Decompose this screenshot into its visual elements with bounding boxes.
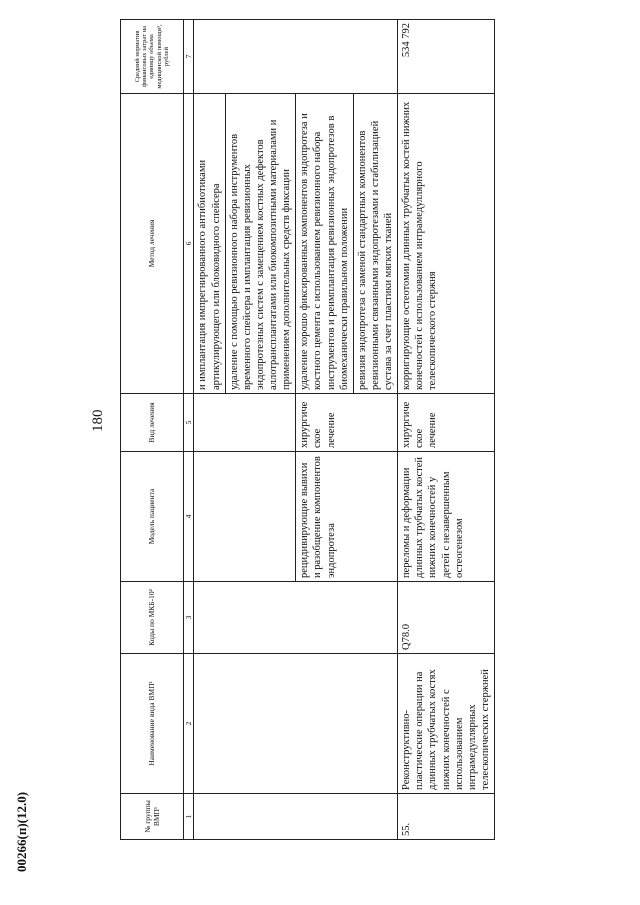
cell-icd-code: Q78.0 <box>398 582 495 654</box>
cell-group-empty <box>194 794 398 840</box>
cell-name-empty <box>194 654 398 794</box>
table-row <box>398 20 495 840</box>
column-number: 3 <box>184 582 194 654</box>
column-number: 2 <box>184 654 194 794</box>
rotated-table-area <box>120 20 640 836</box>
header-treatment-type: Вид лечения <box>121 394 184 452</box>
cell-treatment-empty <box>194 394 296 452</box>
cell-model: рецидивирующие вывихи и разобщение компонентов эндопротеза <box>296 452 398 582</box>
header-average-cost: Средний норматив финансовых затрат на единицу объема медицинской помощи³, рублей <box>121 20 184 94</box>
cell-treatment: хирургическое лечение <box>398 394 495 452</box>
column-number: 6 <box>184 94 194 394</box>
cell-method: удаление хорошо фиксированных компонентов эндопротеза и костного цемента с использованием ревизионного набора инструментов и реимплантация ревизионных эндопротезов в биомеханически правильном положении <box>296 94 354 394</box>
cell-treatment: хирургическое лечение <box>296 394 398 452</box>
cell-cost-empty <box>194 20 398 94</box>
cell-method: удаление с помощью ревизионного набора инструментов временного спейсера и имплантация ревизионных эндопротезных систем с замещением костных дефектов аллотрансплантатами или биокомпозитными материалами и применением дополнительных средств фиксации <box>225 94 296 394</box>
page-number: 180 <box>90 409 106 432</box>
header-group-number: № группы ВМП¹ <box>121 794 184 840</box>
cell-method: корригирующие остеотомии длинных трубчатых костей нижних конечностей с использованием интрамедуллярного телескопического стержня <box>398 94 495 394</box>
header-patient-model: Модель пациента <box>121 452 184 582</box>
cell-average-cost: 534 792 <box>398 20 495 94</box>
header-row <box>121 20 184 840</box>
header-treatment-method: Метод лечения <box>121 94 184 394</box>
table-row <box>194 20 225 840</box>
column-number: 5 <box>184 394 194 452</box>
cell-method: ревизия эндопротеза с заменой стандартных компонентов ревизионными связанными эндопротезами и стабилизацией сустава за счет пластики мягких тканей <box>353 94 397 394</box>
document-code: 00266(п)(12.0) <box>14 791 29 872</box>
cell-method: и имплантация импрегнированного антибиотиками артикулирующего или блоковидного спейсера <box>194 94 225 394</box>
column-number: 1 <box>184 794 194 840</box>
cell-model: переломы и деформации длинных трубчатых костей нижних конечностей у детей с незавершенным остеогенезом <box>398 452 495 582</box>
cell-code-empty <box>194 582 398 654</box>
cell-model-empty <box>194 452 296 582</box>
header-vmp-name: Наименование вида ВМП¹ <box>121 654 184 794</box>
cell-group-number: 55. <box>398 794 495 840</box>
cell-vmp-name: Реконструктивно-пластические операции на длинных трубчатых костях нижних конечностей с использованием интрамедуллярных телескопических стержней <box>398 654 495 794</box>
vmp-table <box>120 19 495 840</box>
column-number-row <box>184 20 194 840</box>
header-icd-codes: Коды по МКБ-10² <box>121 582 184 654</box>
column-number: 4 <box>184 452 194 582</box>
column-number: 7 <box>184 20 194 94</box>
